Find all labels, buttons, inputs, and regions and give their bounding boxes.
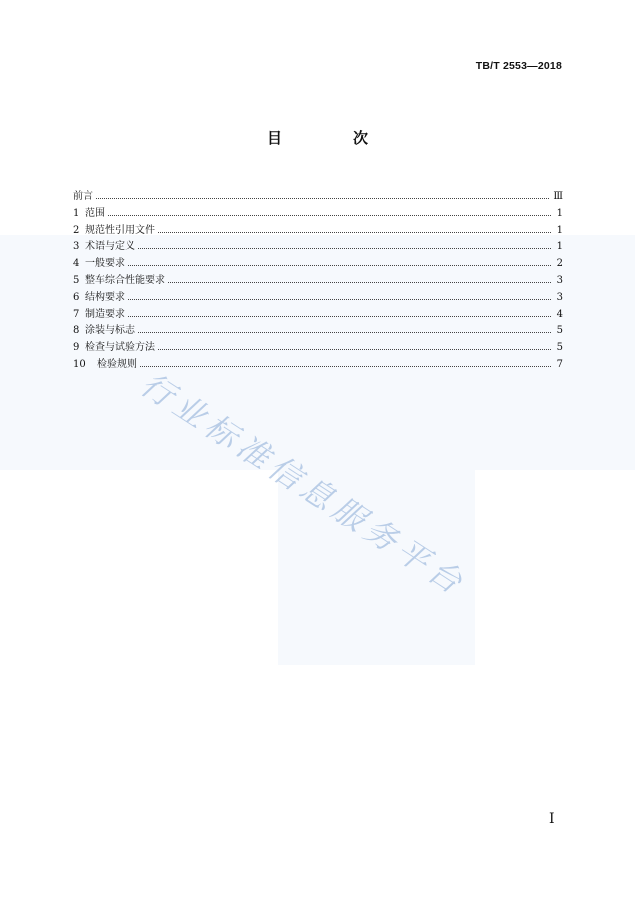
toc-entry-page: 3 xyxy=(556,291,563,303)
toc-entry-page: 3 xyxy=(556,274,563,286)
toc-entry-number: 5 xyxy=(73,274,80,286)
toc-entry-number: 10 xyxy=(73,358,86,370)
toc-entry-page: 2 xyxy=(556,258,563,270)
toc-entry-number: 7 xyxy=(73,308,80,320)
toc-entry[interactable] xyxy=(73,204,563,221)
toc-entry[interactable] xyxy=(73,338,563,355)
toc-leader-dots xyxy=(140,366,551,367)
toc-leader-dots xyxy=(158,349,551,350)
toc-entry[interactable] xyxy=(73,355,563,372)
toc-entry-label: 整车综合性能要求 xyxy=(85,274,165,286)
page-number: I xyxy=(549,811,555,827)
toc-title: 目 次 xyxy=(266,129,396,147)
toc-entry-page: 1 xyxy=(556,241,563,253)
toc-entry-page: Ⅲ xyxy=(553,191,563,202)
toc-entry-label: 涂装与标志 xyxy=(85,325,135,337)
toc-leader-dots xyxy=(138,248,551,249)
toc-entry[interactable] xyxy=(73,254,563,271)
toc-entry-number: 4 xyxy=(73,258,80,270)
watermark: 行业标准信息服务平台 xyxy=(134,365,474,604)
toc-entry-page: 5 xyxy=(556,342,563,354)
toc-entry-number: 3 xyxy=(73,241,80,253)
toc-entry-number: 6 xyxy=(73,291,80,303)
toc-entry-number: 9 xyxy=(73,342,80,354)
toc-entry-label: 一般要求 xyxy=(85,258,125,270)
toc-entry-label: 检验规则 xyxy=(97,358,137,370)
toc-leader-dots xyxy=(138,332,551,333)
toc-entry[interactable] xyxy=(73,221,563,238)
toc-entry[interactable] xyxy=(73,271,563,288)
toc-leader-dots xyxy=(96,198,549,199)
toc-entry-page: 7 xyxy=(556,358,563,370)
toc-entry-label: 前言 xyxy=(73,191,93,202)
toc-leader-dots xyxy=(128,316,551,317)
toc-entry-page: 5 xyxy=(556,325,563,337)
toc-entry-number: 8 xyxy=(73,325,80,337)
toc-entry[interactable] xyxy=(73,321,563,338)
table-of-contents xyxy=(73,187,563,372)
toc-entry-page: 1 xyxy=(556,224,563,236)
standard-code: TB/T 2553—2018 xyxy=(475,60,562,72)
toc-entry[interactable] xyxy=(73,288,563,305)
toc-entry-label: 检查与试验方法 xyxy=(85,342,155,354)
toc-leader-dots xyxy=(128,265,551,266)
toc-entry-page: 4 xyxy=(556,308,563,320)
toc-leader-dots xyxy=(128,299,551,300)
toc-leader-dots xyxy=(168,282,551,283)
toc-entry-label: 范围 xyxy=(85,207,105,219)
toc-entry-number: 1 xyxy=(73,207,80,219)
toc-entry-label: 术语与定义 xyxy=(85,241,135,253)
toc-entry[interactable] xyxy=(73,237,563,254)
toc-entry-page: 1 xyxy=(556,207,563,219)
toc-entry-label: 制造要求 xyxy=(85,308,125,320)
toc-entry-label: 结构要求 xyxy=(85,291,125,303)
toc-entry[interactable] xyxy=(73,187,563,204)
toc-entry-label: 规范性引用文件 xyxy=(85,224,155,236)
toc-entry[interactable] xyxy=(73,305,563,322)
toc-entry-number: 2 xyxy=(73,224,80,236)
toc-leader-dots xyxy=(158,232,551,233)
toc-leader-dots xyxy=(108,215,551,216)
